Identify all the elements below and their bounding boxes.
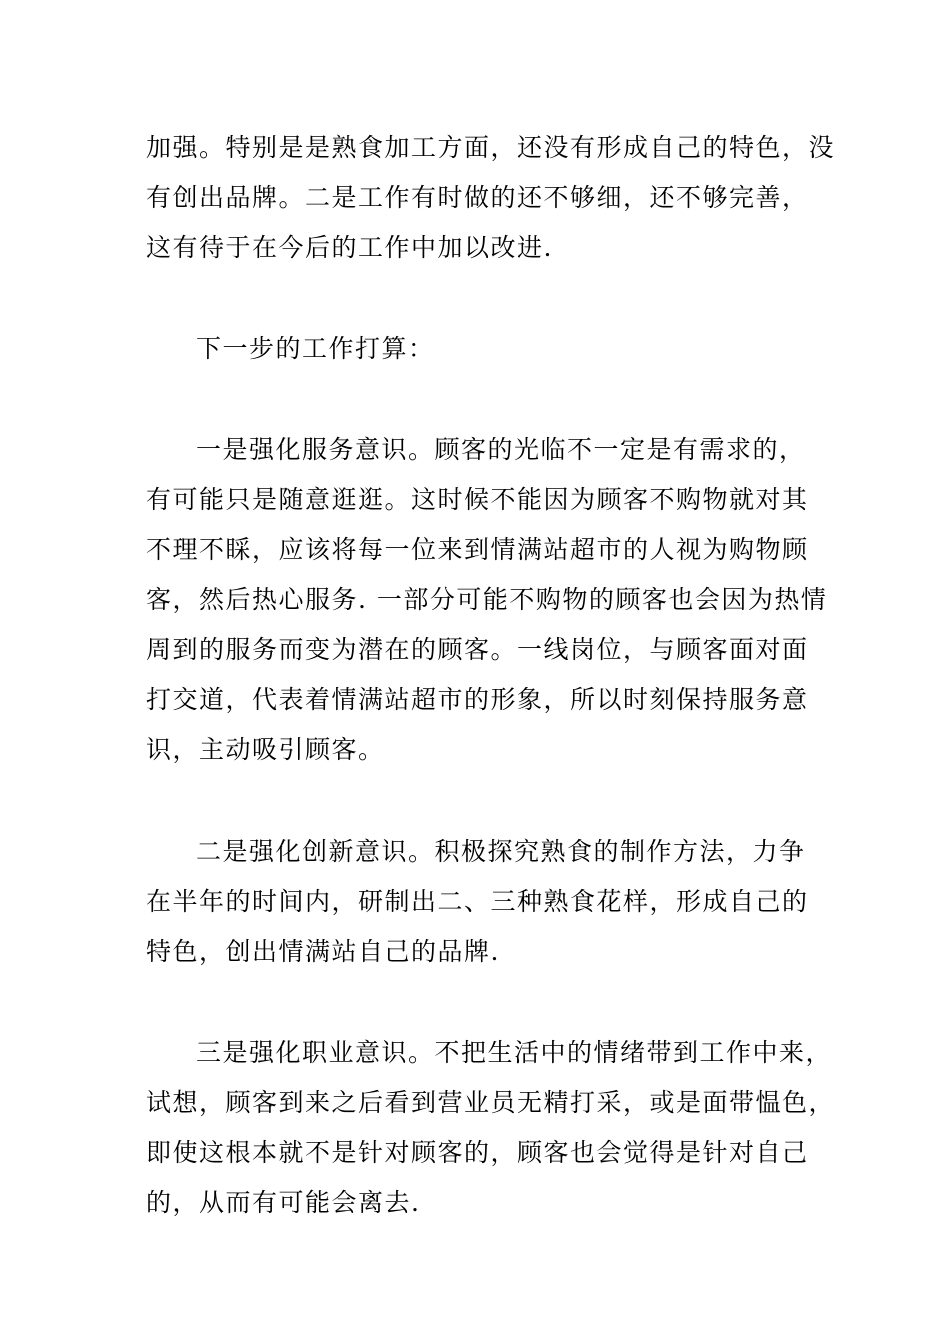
paragraph-line: 试想，顾客到来之后看到营业员无精打采，或是面带愠色， [146,1088,836,1117]
paragraph-line: 识，主动吸引顾客。 [146,735,385,764]
section-heading: 下一步的工作打算： [196,334,435,363]
paragraph-line: 三是强化职业意识。不把生活中的情绪带到工作中来， [196,1038,833,1067]
paragraph-line: 这有待于在今后的工作中加以改进. [146,233,553,262]
paragraph-line: 特色，创出情满站自己的品牌. [146,937,500,966]
paragraph-line: 有可能只是随意逛逛。这时候不能因为顾客不购物就对其 [146,485,809,514]
paragraph-line: 在半年的时间内，研制出二、三种熟食花样，形成自己的 [146,887,809,916]
paragraph-line: 不理不睬，应该将每一位来到情满站超市的人视为购物顾 [146,535,809,564]
paragraph-line: 打交道，代表着情满站超市的形象，所以时刻保持服务意 [146,685,809,714]
paragraph-line: 客，然后热心服务. 一部分可能不购物的顾客也会因为热情 [146,585,828,614]
paragraph-line: 即使这根本就不是针对顾客的，顾客也会觉得是针对自己 [146,1138,809,1167]
paragraph-line: 有创出品牌。二是工作有时做的还不够细，还不够完善， [146,183,809,212]
paragraph-line: 加强。特别是是熟食加工方面，还没有形成自己的特色，没 [146,133,836,162]
paragraph-line: 二是强化创新意识。积极探究熟食的制作方法，力争 [196,837,806,866]
paragraph-line: 周到的服务而变为潜在的顾客。一线岗位，与顾客面对面 [146,635,809,664]
paragraph-line: 的，从而有可能会离去. [146,1188,421,1217]
paragraph-line: 一是强化服务意识。顾客的光临不一定是有需求的， [196,435,806,464]
